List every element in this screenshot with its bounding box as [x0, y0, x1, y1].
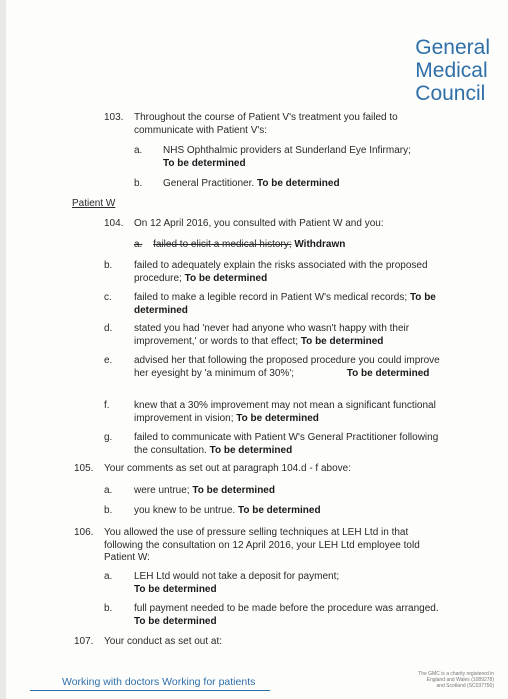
para-105b-status: To be determined: [237, 505, 321, 516]
para-104e-status: To be determined: [346, 367, 430, 379]
scan-edge: [0, 0, 6, 699]
para-105b-label: b.: [104, 505, 113, 516]
para-104b-status: To be determined: [184, 272, 268, 284]
logo-line-1: General: [415, 36, 490, 59]
para-104a-text: failed to elicit a medical history;: [153, 239, 292, 250]
para-104f-status: To be determined: [236, 412, 319, 424]
para-105a-status: To be determined: [192, 485, 275, 496]
gmc-logo: [415, 36, 490, 105]
para-104e-label: e.: [104, 355, 113, 366]
para-105a-text: were untrue;: [134, 485, 190, 496]
para-104e: [134, 355, 444, 380]
para-106a: [134, 571, 444, 596]
para-107-number: 107.: [74, 636, 94, 647]
para-103b-label: b.: [134, 178, 143, 189]
para-106b-text: full payment needed to be made before the procedure was arranged.: [134, 603, 439, 614]
para-104b-text: failed to adequately explain the risks associated with the proposed procedure;: [134, 260, 428, 284]
para-104c: [134, 292, 444, 317]
para-104c-text: failed to make a legible record in Patient W's medical records;: [134, 292, 408, 303]
para-106a-text: LEH Ltd would not take a deposit for payment;: [134, 571, 340, 582]
para-106b-status: To be determined: [134, 615, 217, 627]
para-105-text: Your comments as set out at paragraph 104.d - f above:: [104, 463, 352, 474]
para-105a: [134, 485, 444, 498]
para-104f-label: f.: [104, 400, 110, 411]
para-105b-text: you knew to be untrue.: [134, 505, 236, 516]
footer-rule: [30, 690, 270, 691]
para-104b-label: b.: [104, 260, 113, 271]
footer-charity-info: [404, 671, 494, 689]
para-103a-label: a.: [134, 145, 143, 156]
section-heading-patient-w: Patient W: [72, 198, 116, 209]
para-103a-text: NHS Ophthalmic providers at Sunderland Eye Infirmary;: [163, 145, 411, 156]
para-103b: [163, 178, 453, 191]
para-104-text: On 12 April 2016, you consulted with Patient W and you:: [134, 218, 384, 229]
para-104g-status: To be determined: [209, 444, 293, 456]
para-105a-label: a.: [104, 485, 113, 496]
para-104a-label: a.: [134, 239, 143, 250]
para-103a-status: To be determined: [163, 157, 246, 169]
para-103-text: Throughout the course of Patient V's treatment you failed to communicate with Patient V's:: [134, 112, 398, 136]
para-107-text: Your conduct as set out at:: [104, 636, 223, 647]
para-104g-text: failed to communicate with Patient W's General Practitioner following the consultation.: [134, 432, 439, 456]
charity-line-1: The GMC is a charity registered in: [418, 671, 494, 677]
charity-line-2: England and Wales (1089278): [426, 677, 494, 683]
para-106a-status: To be determined: [134, 583, 217, 595]
para-104f: [134, 400, 444, 425]
para-104c-status: To be determined: [134, 292, 436, 316]
para-103b-status: To be determined: [256, 178, 340, 189]
para-106b: [134, 603, 444, 628]
para-103b-text: General Practitioner.: [163, 178, 255, 189]
logo-line-3: Council: [415, 82, 486, 105]
para-104-number: 104.: [104, 218, 124, 229]
para-104d-status: To be determined: [300, 335, 384, 347]
para-105-number: 105.: [74, 463, 94, 474]
para-103a: [163, 145, 453, 170]
para-103-number: 103.: [104, 112, 124, 123]
para-106-text: You allowed the use of pressure selling techniques at LEH Ltd in that following the consultation on 12 April 2016, your LEH Ltd employee told Patient W:: [104, 527, 420, 563]
para-106b-label: b.: [104, 603, 113, 614]
para-104d-text: stated you had 'never had anyone who wasn't happy with their improvement,' or words to that effect;: [134, 323, 410, 347]
para-104g: [134, 432, 444, 457]
para-104a-status: Withdrawn: [294, 239, 346, 250]
para-104a: [134, 239, 434, 252]
para-104d: [134, 323, 444, 348]
para-104c-label: c.: [104, 292, 112, 303]
footer-tagline: Working with doctors Working for patients: [62, 676, 256, 688]
para-104f-text: knew that a 30% improvement may not mean a significant functional improvement in vision;: [134, 400, 436, 424]
para-104d-label: d.: [104, 323, 113, 334]
para-106a-label: a.: [104, 571, 113, 582]
para-106-number: 106.: [74, 527, 94, 538]
logo-line-2: Medical: [415, 59, 488, 82]
para-104e-text: advised her that following the proposed procedure you could improve her eyesight by 'a minimum of 30%';: [134, 355, 440, 379]
para-104g-label: g.: [104, 432, 113, 443]
para-105b: [134, 505, 444, 518]
para-104b: [134, 260, 444, 285]
charity-line-3: and Scotland (SC037750): [436, 683, 494, 689]
